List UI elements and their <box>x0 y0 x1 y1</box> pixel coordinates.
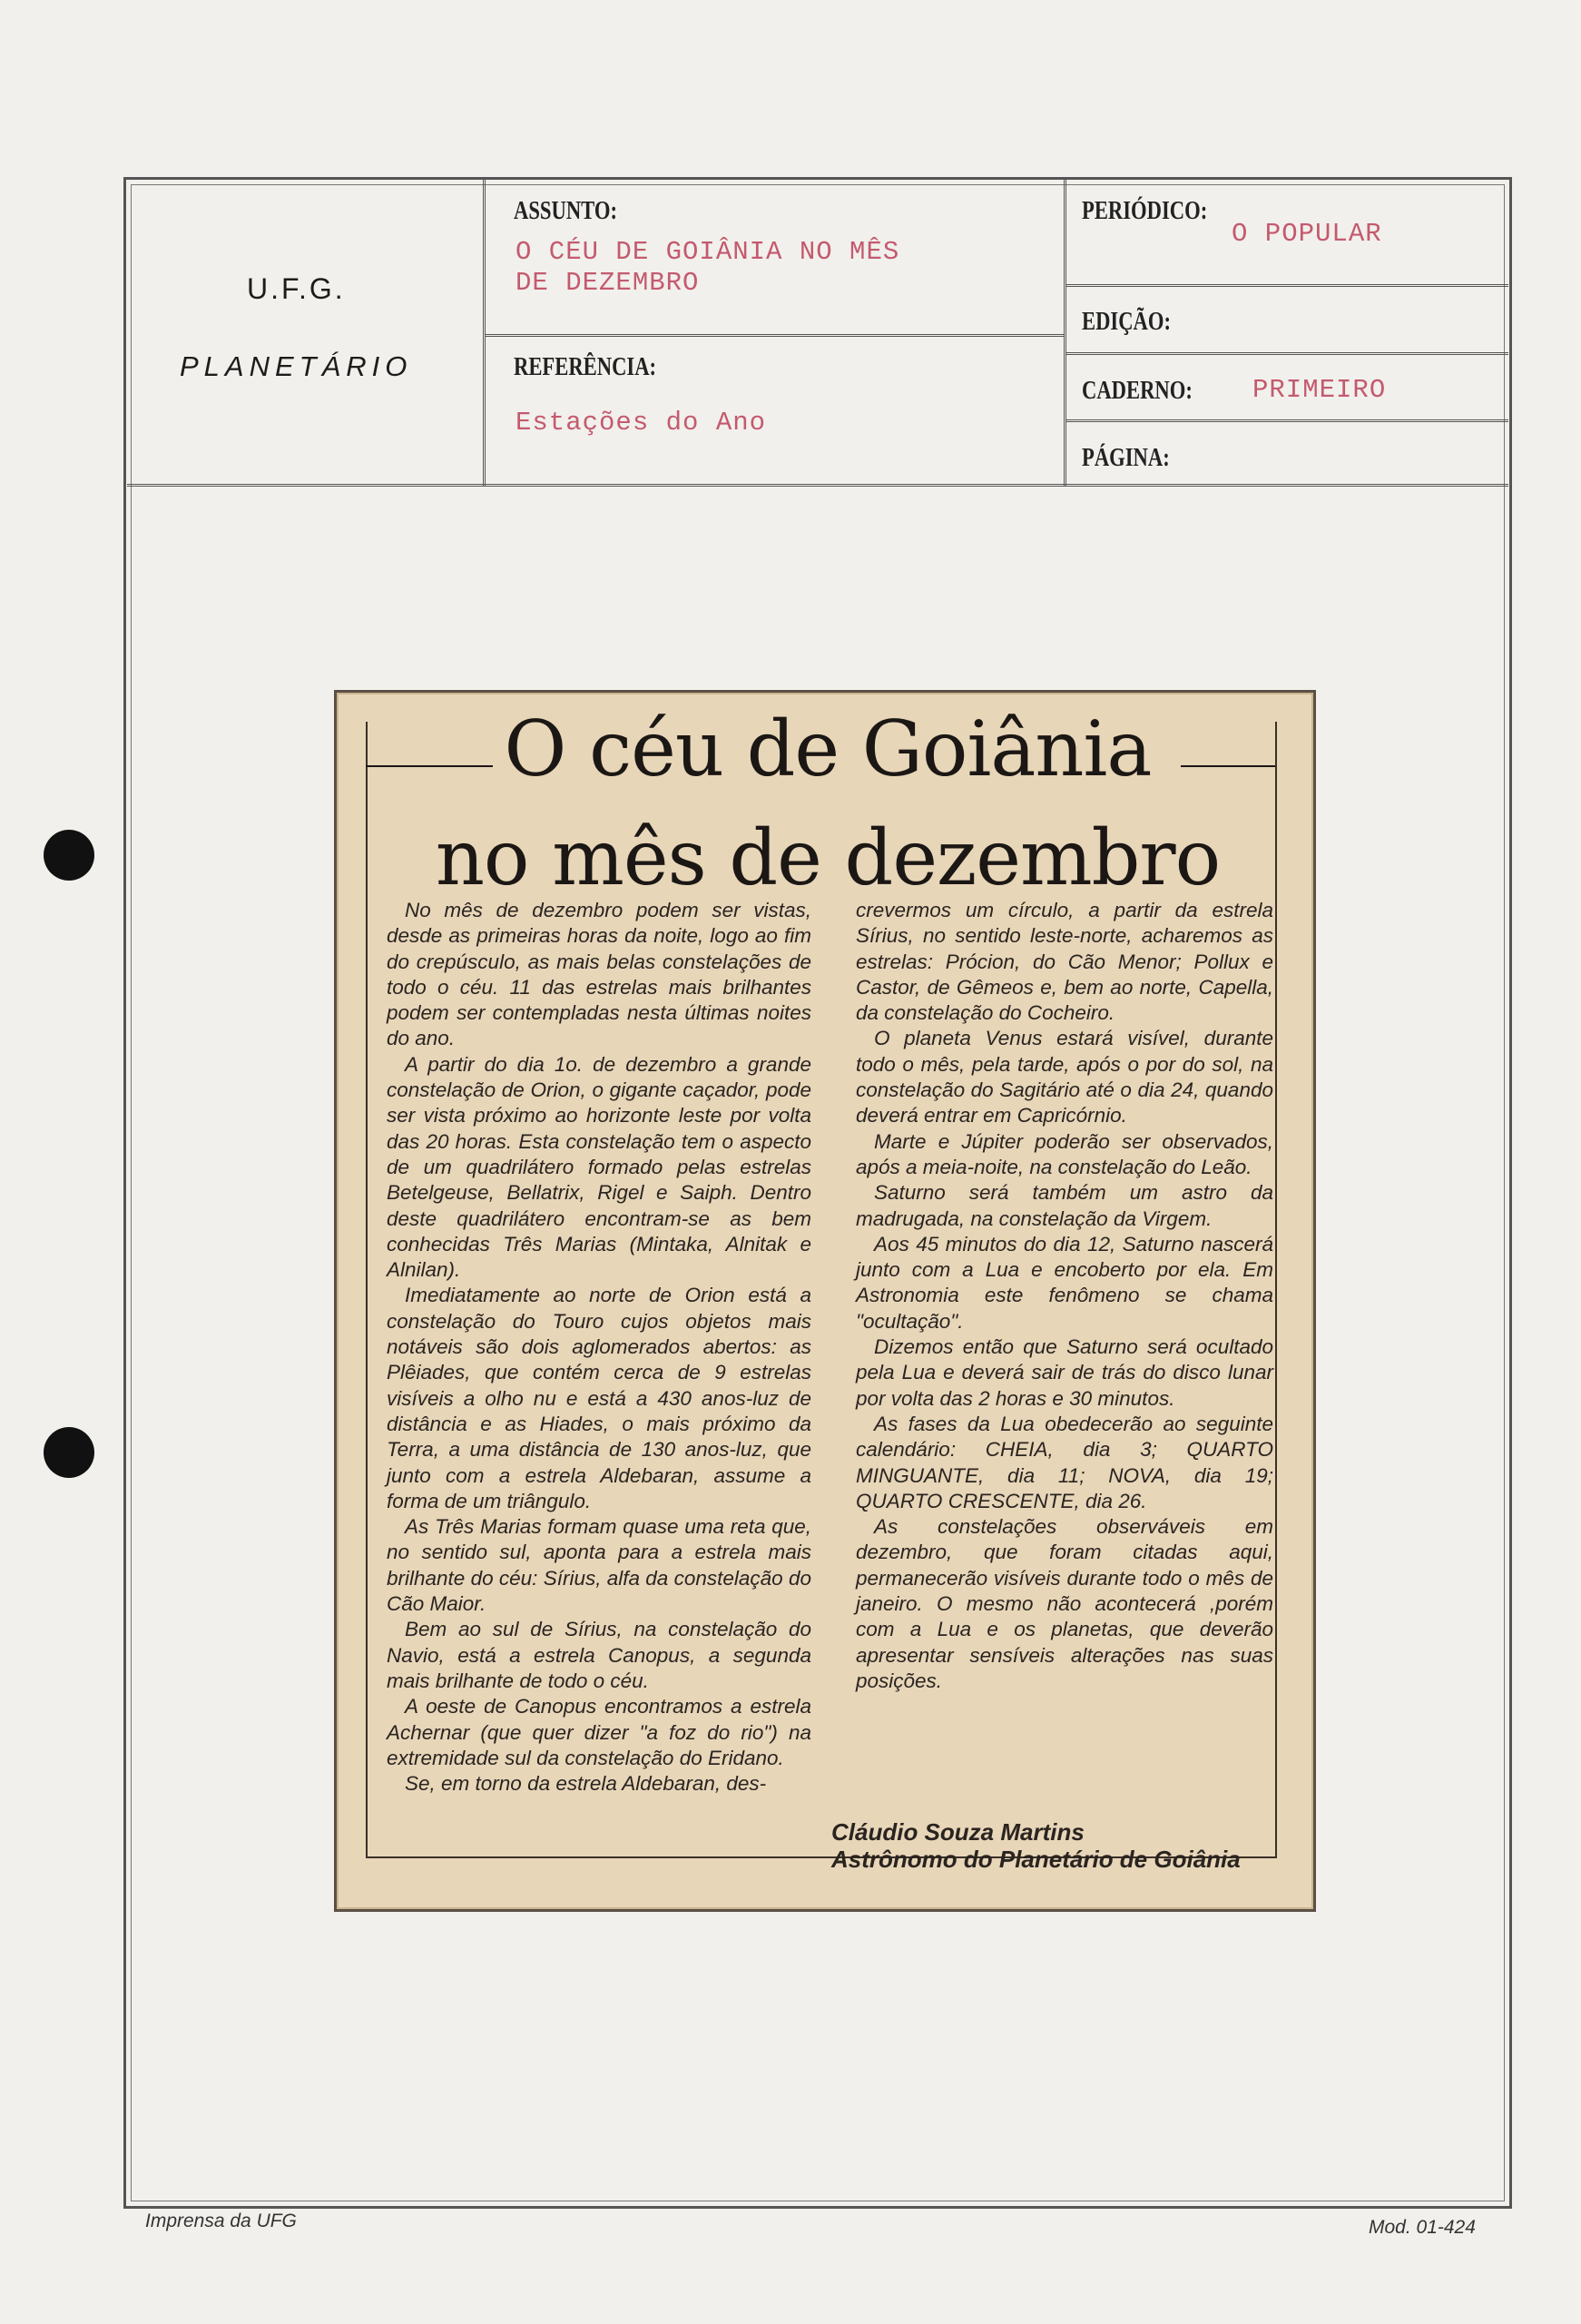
header-bottom-rule <box>127 484 1508 487</box>
referencia-value: Estações do Ano <box>516 408 767 438</box>
paragraph: O planeta Venus estará visível, durante todo o mês, pela tarde, após o por do sol, na constelação do Sagitário até o dia 24, quando deverá entrar em Capricórnio. <box>856 1027 1273 1128</box>
assunto-value-line1: O CÉU DE GOIÂNIA NO MÊS <box>516 237 900 267</box>
paragraph: As fases da Lua obedecerão ao seguinte calendário: CHEIA, dia 3; QUARTO MINGUANTE, dia 11; NOVA, dia 19; QUARTO CRESCENTE, dia 26. <box>856 1412 1273 1512</box>
paragraph: Dizemos então que Saturno será ocultado pela Lua e deverá sair de trás do disco lunar por volta das 2 horas e 30 minutos. <box>856 1335 1273 1410</box>
department-label: PLANETÁRIO <box>180 350 413 382</box>
author-name: Cláudio Souza Martins <box>831 1818 1085 1846</box>
binder-hole-bottom <box>44 1427 94 1478</box>
caderno-label: CADERNO: <box>1082 376 1193 405</box>
headline-line2: no mês de dezembro <box>435 813 1221 902</box>
paragraph: A oeste de Canopus encontramos a estrela Achernar (que quer dizer "a foz do rio") na extremidade sul da constelação do Eridano. <box>387 1695 811 1769</box>
article-column-1 <box>387 898 811 1797</box>
paragraph: As constelações observáveis em dezembro, que foram citadas aqui, permanecerão visíveis durante todo o mês de janeiro. O mesmo não acontecerá ,porém com a Lua e os planetas, que deverão apresentar sensíveis alterações nas suas posições. <box>856 1515 1273 1692</box>
footer-printer: Imprensa da UFG <box>145 2211 297 2231</box>
assunto-rule <box>486 334 1064 337</box>
paragraph: Aos 45 minutos do dia 12, Saturno nascerá junto com a Lua e encoberto por ela. Em Astronomia este fenômeno se chama "ocultação". <box>856 1232 1273 1333</box>
paragraph: Saturno será também um astro da madrugada, na constelação da Virgem. <box>856 1181 1273 1230</box>
referencia-label: REFERÊNCIA: <box>514 352 657 381</box>
paragraph: As Três Marias formam quase uma reta que, no sentido sul, aponta para a estrela mais brilhante do céu: Sírius, alfa da constelação do Cão Maior. <box>387 1515 811 1616</box>
paragraph: No mês de dezembro podem ser vistas, desde as primeiras horas da noite, logo ao fim do crepúsculo, as mais belas constelações de todo o céu. 11 das estrelas mais brilhantes podem ser contempladas nesta últimas noites do ano. <box>387 899 811 1050</box>
edicao-label: EDIÇÃO: <box>1082 307 1172 336</box>
paragraph: Imediatamente ao norte de Orion está a constelação do Touro cujos objetos mais notáveis são dois aglomerados abertos: as Plêiades, que contém cerca de 9 estrelas visíveis a olho nu e está a 430 anos-luz de distância e as Hiades, o mais próximo da Terra, a uma distância de 130 anos-luz, que junto com a estrela Aldebaran, assume a forma de um triângulo. <box>387 1284 811 1512</box>
header-divider-left <box>483 180 486 486</box>
binder-hole-top <box>44 830 94 881</box>
paragraph: A partir do dia 1o. de dezembro a grande constelação de Orion, o gigante caçador, pode ser vista próximo ao horizonte leste por volta das 20 horas. Esta constelação tem o aspecto de um quadrilátero formado pelas estrelas Betelgeuse, Bellatrix, Rigel e Saiph. Dentro deste quadrilátero encontram-se as bem conhecidas Três Marias (Mintaka, Alnitak e Alnilan). <box>387 1052 811 1282</box>
caderno-value: PRIMEIRO <box>1252 375 1387 405</box>
assunto-label: ASSUNTO: <box>514 196 617 225</box>
headline-line1: O céu de Goiânia <box>504 704 1152 793</box>
institution-label: U.F.G. <box>247 272 346 305</box>
edicao-rule <box>1066 352 1508 355</box>
assunto-value-line2: DE DEZEMBRO <box>516 268 700 298</box>
periodico-rule <box>1066 284 1508 287</box>
newspaper-clipping <box>334 690 1316 1912</box>
paragraph: Marte e Júpiter poderão ser observados, após a meia-noite, na constelação do Leão. <box>856 1129 1273 1178</box>
caderno-rule <box>1066 419 1508 422</box>
footer-model-number: Mod. 01-424 <box>1369 2217 1476 2238</box>
periodico-value: O POPULAR <box>1232 219 1382 249</box>
author-signature <box>831 1818 1241 1873</box>
paragraph: Bem ao sul de Sírius, na constelação do Navio, está a estrela Canopus, a segunda mais brilhante de todo o céu. <box>387 1618 811 1692</box>
header-divider-right <box>1064 180 1066 486</box>
article-column-2 <box>856 898 1273 1694</box>
author-title: Astrônomo do Planetário de Goiânia <box>831 1846 1241 1873</box>
periodico-label: PERIÓDICO: <box>1082 196 1208 225</box>
paragraph: Se, em torno da estrela Aldebaran, des- <box>405 1772 767 1796</box>
pagina-label: PÁGINA: <box>1082 443 1170 472</box>
paragraph: crevermos um círculo, a partir da estrela Sírius, no sentido leste-norte, acharemos as estrelas: Prócion, do Cão Menor; Pollux e Castor, de Gêmeos e, bem ao norte, Capella, da constelação do Cocheiro. <box>856 899 1273 1025</box>
